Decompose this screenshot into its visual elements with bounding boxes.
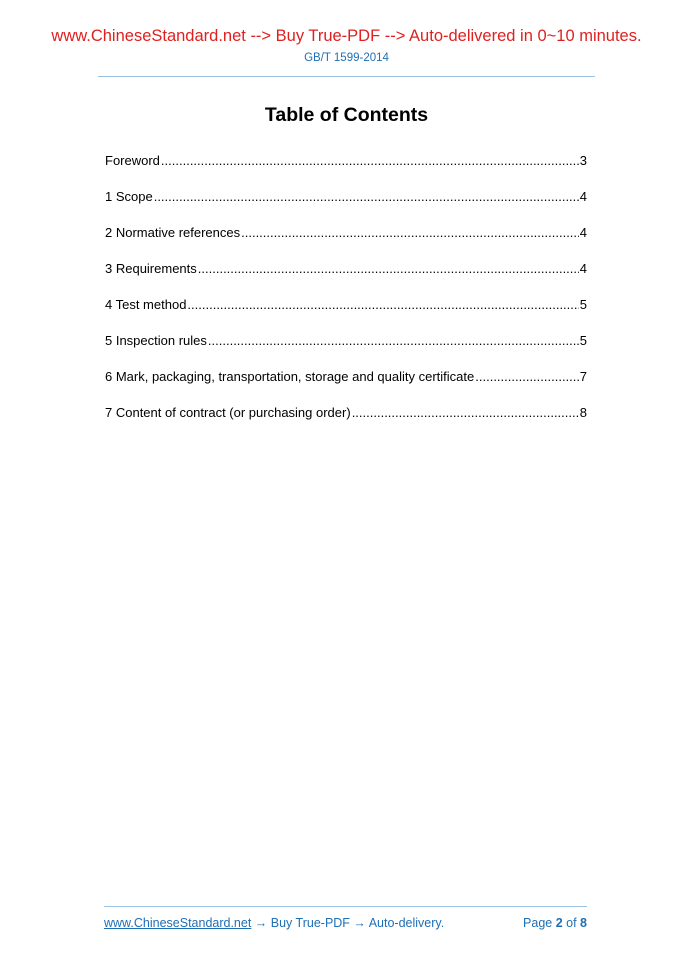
toc-item-foreword[interactable] xyxy=(105,153,587,189)
toc-item-page: 5 xyxy=(579,297,587,312)
page-prefix: Page xyxy=(523,916,556,930)
toc-dot-leader xyxy=(161,153,579,168)
toc-dot-leader xyxy=(208,333,579,348)
toc-item-scope[interactable] xyxy=(105,189,587,225)
toc-item-page: 7 xyxy=(579,369,587,384)
toc-item-mark-packaging[interactable] xyxy=(105,369,587,405)
page-total: 8 xyxy=(580,916,587,930)
footer-site-link[interactable]: www.ChineseStandard.net xyxy=(104,916,252,930)
toc-dot-leader xyxy=(241,225,579,240)
page-current: 2 xyxy=(555,916,563,930)
toc-item-label: 7 Content of contract (or purchasing order) xyxy=(105,405,351,420)
toc-dot-leader xyxy=(154,189,579,204)
toc-item-label: 6 Mark, packaging, transportation, storage and quality certificate xyxy=(105,369,475,384)
header-divider xyxy=(98,76,595,77)
toc-item-page: 4 xyxy=(579,189,587,204)
toc-title: Table of Contents xyxy=(264,104,429,126)
toc-item-page: 5 xyxy=(579,333,587,348)
toc-dot-leader xyxy=(475,369,579,384)
toc-item-inspection-rules[interactable] xyxy=(105,333,587,369)
toc-item-label: 4 Test method xyxy=(105,297,187,312)
toc-dot-leader xyxy=(198,261,579,276)
footer-left xyxy=(104,916,444,930)
toc-item-page: 3 xyxy=(579,153,587,168)
footer-tagline: → Buy True-PDF → Auto-delivery. xyxy=(251,916,445,930)
toc-item-label: 3 Requirements xyxy=(105,261,197,276)
toc-item-content-of-contract[interactable] xyxy=(105,405,587,441)
footer-divider xyxy=(104,906,587,907)
page-number xyxy=(523,916,587,930)
toc-item-label: 2 Normative references xyxy=(105,225,241,240)
toc-item-label: Foreword xyxy=(105,153,160,168)
toc-list xyxy=(105,153,587,441)
toc-item-page: 8 xyxy=(579,405,587,420)
toc-item-normative-references[interactable] xyxy=(105,225,587,261)
page-of: of xyxy=(562,916,581,930)
toc-dot-leader xyxy=(187,297,578,312)
toc-dot-leader xyxy=(352,405,579,420)
header-banner: www.ChineseStandard.net --> Buy True-PDF --> Auto-delivered in 0~10 minutes. xyxy=(51,27,642,45)
toc-item-test-method[interactable] xyxy=(105,297,587,333)
toc-item-page: 4 xyxy=(579,225,587,240)
document-code: GB/T 1599-2014 xyxy=(304,52,389,64)
toc-item-label: 5 Inspection rules xyxy=(105,333,207,348)
toc-item-page: 4 xyxy=(579,261,587,276)
toc-item-label: 1 Scope xyxy=(105,189,153,204)
page-footer xyxy=(104,916,587,930)
toc-item-requirements[interactable] xyxy=(105,261,587,297)
